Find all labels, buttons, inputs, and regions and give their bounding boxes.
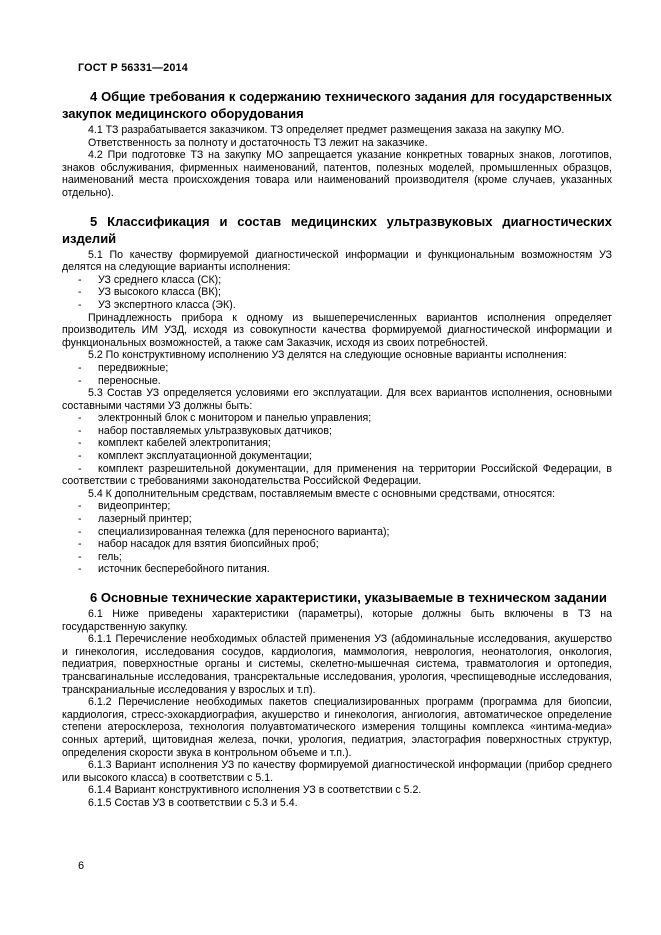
list-item-5-4-e (62, 551, 612, 564)
list-item-text: видеопринтер; (98, 500, 171, 513)
paragraph-4-1: 4.1 ТЗ разрабатывается заказчиком. ТЗ определяет предмет размещения заказа на закупку МО. (88, 124, 565, 136)
dash-marker: - (78, 550, 82, 563)
paragraph-5-4: 5.4 К дополнительным средствам, поставляемым вместе с основными средствами, относятся: (88, 487, 556, 500)
list-item-5-4-c (62, 526, 612, 539)
dash-marker: - (78, 374, 82, 387)
list-item-text: комплект разрешительной документации, для применения на территории Российской Федерации, в соответствии с требованиями законодательства Российской Федерации. (62, 462, 612, 488)
paragraph-6-1-4: 6.1.4 Вариант конструктивного исполнения УЗ в соответствии с 5.2. (88, 784, 422, 797)
paragraph-6-1-3: 6.1.3 Вариант исполнения УЗ по качеству формируемой диагностической информации (прибор среднего или высокого класса) в соответствии с 5.1. (62, 759, 612, 784)
list-item-5-4-f (62, 563, 612, 576)
list-item-text: УЗ среднего класса (СК); (98, 273, 222, 286)
paragraph-6-1: 6.1 Ниже приведены характеристики (параметры), которые должны быть включены в ТЗ на государственную закупку. (62, 608, 612, 633)
dash-marker: - (78, 538, 82, 551)
list-item-5-3-b (62, 425, 612, 438)
list-item-5-1-b (62, 286, 612, 299)
list-item-5-4-b (62, 513, 612, 526)
list-item-text: специализированная тележка (для переносного варианта); (98, 525, 390, 538)
list-item-text: передвижные; (98, 361, 169, 374)
list-item-5-2-a (62, 362, 612, 375)
section-6-heading: 6 Основные технические характеристики, указываемые в техническом задании (90, 590, 607, 605)
dash-marker: - (78, 462, 82, 475)
dash-marker: - (78, 286, 82, 299)
dash-marker: - (78, 450, 82, 463)
list-item-5-3-c (62, 437, 612, 450)
dash-marker: - (78, 437, 82, 450)
list-item-text: УЗ экспертного класса (ЭК). (98, 298, 236, 311)
dash-marker: - (78, 525, 82, 538)
list-item-text: набор насадок для взятия биопсийных проб; (98, 538, 319, 551)
dash-marker: - (78, 412, 82, 425)
dash-marker: - (78, 424, 82, 437)
list-item-5-3-e (62, 463, 612, 488)
dash-marker: - (78, 563, 82, 576)
section-4-heading: 4 Общие требования к содержанию технического задания для государственных закупок медицинского оборудования (62, 89, 612, 121)
list-item-5-1-c (62, 299, 612, 312)
section-5-heading: 5 Классификация и состав медицинских ультразвуковых диагностических изделий (62, 213, 612, 246)
paragraph-5-1: 5.1 По качеству формируемой диагностической информации и функциональным возможностям УЗ делятся на следующие варианты исполнения: (62, 248, 612, 274)
dash-marker: - (78, 361, 82, 374)
list-item-text: УЗ высокого класса (ВК); (98, 286, 221, 299)
list-item-text: комплект эксплуатационной документации; (98, 450, 312, 463)
list-item-text: источник бесперебойного питания. (98, 563, 270, 576)
dash-marker: - (78, 273, 82, 286)
paragraph-5-1-note: Принадлежность прибора к одному из вышеперечисленных вариантов исполнения определяет производитель ИМ УЗД, исходя из совокупности качества формируемой диагностической информации и функциональных возможностей, а также сам Заказчик, исходя из своих потребностей. (62, 311, 612, 349)
list-item-text: электронный блок с монитором и панелью управления; (98, 412, 372, 425)
paragraph-5-3: 5.3 Состав УЗ определяется условиями его эксплуатации. Для всех вариантов исполнения, основными составными частями УЗ должны быть: (62, 387, 612, 412)
paragraph-4-1-continued: Ответственность за полноту и достаточность ТЗ лежит на заказчике. (88, 136, 428, 149)
list-item-5-3-a (62, 412, 612, 425)
list-item-5-2-b (62, 375, 612, 388)
list-item-text: переносные. (98, 374, 161, 387)
list-item-text: набор поставляемых ультразвуковых датчиков; (98, 424, 332, 437)
paragraph-6-1-5: 6.1.5 Состав УЗ в соответствии с 5.3 и 5.4. (88, 796, 298, 809)
paragraph-4-2: 4.2 При подготовке ТЗ на закупку МО запрещается указание конкретных товарных знаков, логотипов, знаков обслуживания, фирменных наименований, патентов, полезных моделей, промышленных образцов, наименований места происхождения товара или наименований производителя (кроме случаев, указанных отдельно). (62, 149, 612, 199)
running-header-doc-code: ГОСТ Р 56331—2014 (78, 62, 188, 74)
paragraph-5-2: 5.2 По конструктивному исполнению УЗ делятся на следующие основные варианты исполнения: (88, 349, 567, 362)
paragraph-6-1-2: 6.1.2 Перечисление необходимых пакетов специализированных программ (программа для биопсии, кардиология, стресс-эхокардиография, акушерство и гинекология, ангиология, автоматическое определение степени атеросклероза, технология полуавтоматического измерения толщины комплекса «интима-медиа» сонных артерий, щитовидная железа, почки, урология, педиатрия, эластография поверхностных структур, определения скорости звука в контрольном объеме и т.п.). (62, 696, 612, 759)
document-content (62, 88, 612, 810)
dash-marker: - (78, 513, 82, 526)
list-item-text: лазерный принтер; (98, 513, 192, 526)
list-item-text: гель; (98, 550, 122, 563)
list-item-5-4-d (62, 538, 612, 551)
list-item-5-1-a (62, 274, 612, 287)
page-number: 6 (78, 860, 85, 872)
list-item-text: комплект кабелей электропитания; (98, 437, 271, 450)
dash-marker: - (78, 298, 82, 311)
paragraph-6-1-1: 6.1.1 Перечисление необходимых областей применения УЗ (абдоминальные исследования, акушерство и гинекология, исследования сосудов, кардиология, маммология, неврология, неонатология, онкология, педиатрия, поверхностные органы и системы, скелетно-мышечная система, травматология и ортопедия, трансвагинальные исследования, трансректальные исследования, урология, чреспищеводные исследования, транскраниальные исследования у взрослых и т.п). (62, 633, 612, 696)
dash-marker: - (78, 500, 82, 513)
list-item-5-4-a (62, 500, 612, 513)
list-item-5-3-d (62, 450, 612, 463)
